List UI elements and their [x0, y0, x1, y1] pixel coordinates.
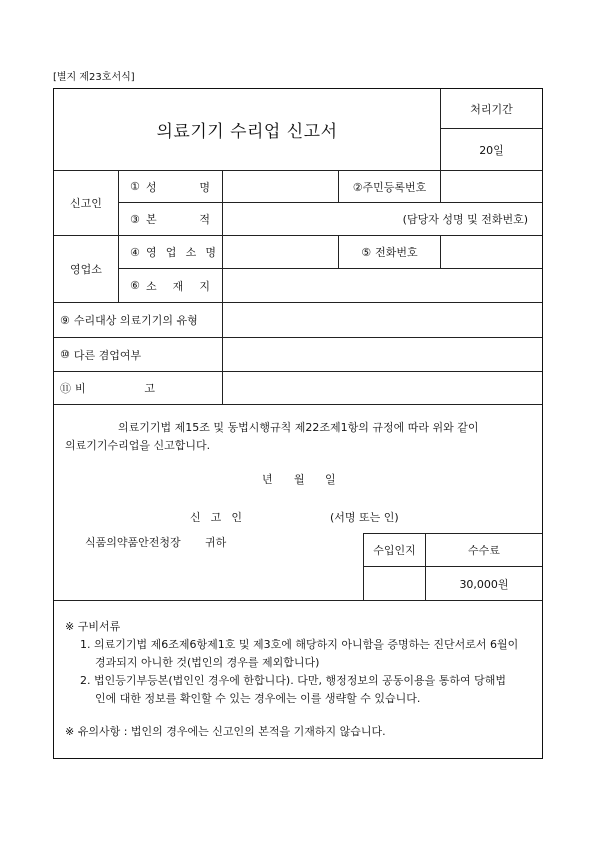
- business-name-label-cell: [118, 235, 223, 269]
- attachments-section: [53, 600, 543, 759]
- processing-period-label: 처리기간: [470, 102, 513, 116]
- date-day-label: 일: [325, 473, 336, 486]
- attachments-heading: ※ 구비서류: [65, 620, 121, 633]
- declaration-line-1: 의료기기법 제15조 및 동법시행규칙 제22조제1항의 규정에 따라 위와 같이: [118, 421, 479, 434]
- attachment-item-2-line-2: 인에 대한 정보를 확인할 수 있는 경우에는 이를 생략할 수 있습니다.: [95, 692, 421, 705]
- remarks-label-cell: [53, 371, 223, 405]
- declaration-line-2: 의료기기수리업을 신고합니다.: [65, 439, 211, 452]
- domicile-number: ③: [130, 212, 140, 226]
- fee-amount-cell: [425, 566, 543, 601]
- business-phone-number: ⑤: [361, 245, 372, 259]
- signature-note: (서명 또는 인): [330, 511, 399, 524]
- domicile-field: [222, 202, 543, 236]
- revenue-stamp-label: 수입인지: [373, 544, 416, 557]
- applicant-name-label: 성 명: [146, 180, 210, 194]
- applicant-name-field: [222, 170, 339, 203]
- repair-device-type-label: 수리대상 의료기기의 유형: [73, 314, 198, 327]
- fee-amount: 30,000원: [459, 577, 509, 591]
- attachment-item-1-line-1: 1. 의료기기법 제6조제6항제1호 및 제3호에 해당하지 아니함을 증명하는 진단서로서 6월이: [80, 638, 519, 651]
- business-phone-field: [440, 235, 543, 269]
- processing-period-value: 20일: [479, 143, 504, 157]
- applicant-name-label-cell: [118, 170, 223, 203]
- business-office-group-label: 영업소: [70, 263, 102, 276]
- applicant-name-number: ①: [130, 180, 140, 193]
- domicile-label: 본 적: [146, 213, 210, 226]
- signer-label: 신 고 인: [190, 511, 242, 524]
- business-name-label: 영 업 소 명: [146, 246, 216, 259]
- domicile-label-cell: [118, 202, 223, 236]
- signer-row: [190, 511, 242, 525]
- business-phone-label-cell: [338, 235, 441, 269]
- other-business-label-cell: [53, 337, 223, 372]
- attachment-item-2-line-1: 2. 법인등기부등본(법인인 경우에 한합니다). 다만, 행정정보의 공동이용을 통하여 당해법: [80, 674, 506, 687]
- caution-note: ※ 유의사항 : 법인의 경우에는 신고인의 본적을 기재하지 않습니다.: [65, 725, 386, 738]
- repair-device-type-number: ⑨: [60, 313, 70, 327]
- date-year-label: 년: [262, 473, 273, 486]
- business-location-number: ⑥: [130, 279, 140, 292]
- fee-label: 수수료: [468, 544, 500, 557]
- business-phone-label: 전화번호: [375, 246, 418, 259]
- applicant-group-cell: [53, 170, 119, 236]
- other-business-number: ⑩: [60, 348, 70, 361]
- other-business-label: 다른 겸업여부: [73, 348, 142, 362]
- revenue-stamp-label-cell: [363, 533, 426, 567]
- applicant-group-label: 신고인: [70, 197, 102, 210]
- fee-label-cell: [425, 533, 543, 567]
- remarks-label: 비 고: [75, 382, 155, 395]
- resident-number-field: [440, 170, 543, 203]
- processing-period-value-cell: [440, 128, 543, 171]
- remarks-number: ⑪: [60, 382, 71, 395]
- other-business-field: [222, 337, 543, 372]
- recipient-label: 식품의약품안전청장: [85, 536, 181, 549]
- processing-period-label-cell: [440, 88, 543, 129]
- form-code: [별지 제23호서식]: [53, 72, 135, 83]
- contact-person-note: (담당자 성명 및 전화번호): [402, 213, 528, 226]
- business-location-field: [222, 268, 543, 303]
- business-name-number: ④: [130, 245, 140, 259]
- business-name-field: [222, 235, 339, 269]
- business-location-label-cell: [118, 268, 223, 303]
- resident-number-label: ②주민등록번호: [352, 180, 427, 194]
- revenue-stamp-field: [363, 566, 426, 601]
- declaration-section: [53, 404, 543, 601]
- date-month-label: 월: [294, 473, 305, 486]
- remarks-field: [222, 371, 543, 405]
- form-title: 의료기기 수리업 신고서: [156, 122, 338, 142]
- business-location-label: 소 재 지: [146, 279, 210, 293]
- business-office-group-cell: [53, 235, 119, 303]
- resident-number-label-cell: [338, 170, 441, 203]
- honorific-label: 귀하: [205, 536, 227, 549]
- repair-device-type-label-cell: [53, 302, 223, 338]
- attachment-item-1-line-2: 경과되지 아니한 것(법인의 경우를 제외합니다): [95, 656, 320, 669]
- title-cell: [53, 88, 441, 171]
- repair-device-type-field: [222, 302, 543, 338]
